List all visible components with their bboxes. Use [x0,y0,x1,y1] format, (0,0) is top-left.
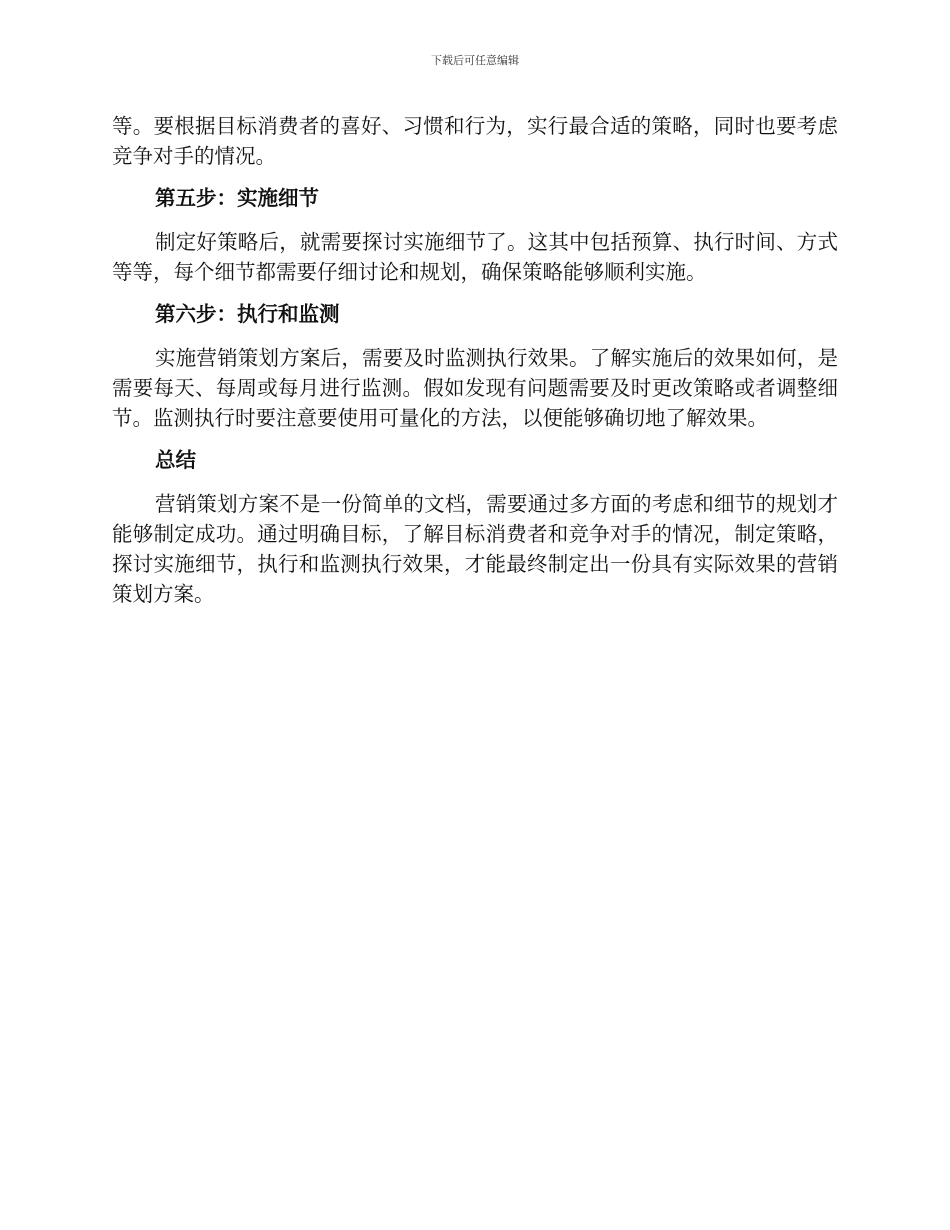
section-heading-step-six: 第六步：执行和监测 [155,302,340,326]
paragraph-step-five: 制定好策略后，就需要探讨实施细节了。这其中包括预算、执行时间、方式等等，每个细节都需要仔细讨论和规划，确保策略能够顺利实施。 [112,230,838,284]
paragraph-summary: 营销策划方案不是一份简单的文档，需要通过多方面的考虑和细节的规划才能够制定成功。通过明确目标，了解目标消费者和竞争对手的情况，制定策略，探讨实施细节，执行和监测执行效果，才能最终制定出一份具有实际效果的营销策划方案。 [112,492,838,606]
section-heading-step-five: 第五步：实施细节 [155,186,319,210]
paragraph-continuation: 等。要根据目标消费者的喜好、习惯和行为，实行最合适的策略，同时也要考虑竞争对手的情况。 [112,114,838,168]
page-header: 下载后可任意编辑 [431,54,519,67]
paragraph-step-six: 实施营销策划方案后，需要及时监测执行效果。了解实施后的效果如何，是需要每天、每周或每月进行监测。假如发现有问题需要及时更改策略或者调整细节。监测执行时要注意要使用可量化的方法，以便能够确切地了解效果。 [112,346,838,430]
document-body [112,111,838,609]
section-heading-summary: 总结 [155,448,196,472]
